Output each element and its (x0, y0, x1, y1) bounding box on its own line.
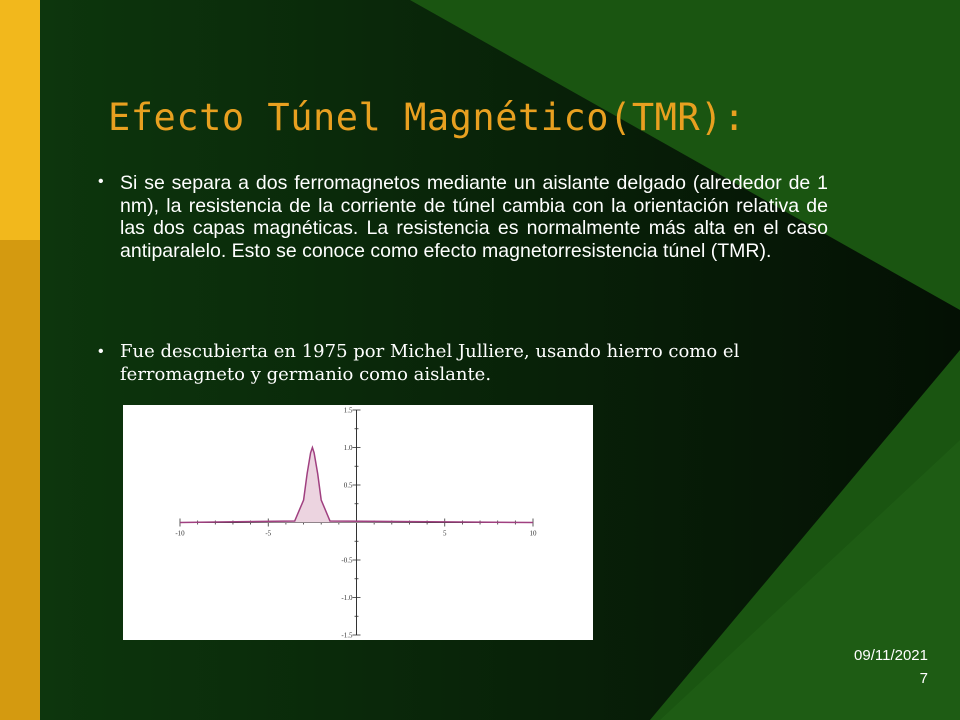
bullet-text: Fue descubierta en 1975 por Michel Julliere, usando hierro como el ferromagneto y germanio como aislante. (120, 341, 740, 385)
x-tick-label: -10 (175, 529, 185, 538)
chart-svg (123, 405, 593, 640)
slide-title: Efecto Túnel Magnético(TMR): (108, 96, 746, 139)
bullet-icon: • (98, 173, 104, 190)
y-tick-label: -1.0 (341, 594, 353, 602)
bullet-text: Si se separa a dos ferromagnetos mediante un aislante delgado (alrededor de 1 nm), la resistencia de la corriente de túnel cambia con la orientación relativa de las dos capas magnéticas. La resistencia es normalmente más alta en el caso antiparalelo. Esto se conoce como efecto magnetorresistencia túnel (TMR). (120, 172, 828, 262)
x-tick-label: 10 (529, 529, 537, 538)
y-tick-label: 1.0 (343, 444, 353, 452)
footer-date: 09/11/2021 (854, 647, 928, 664)
x-tick-label: 5 (443, 529, 447, 538)
y-tick-label: -1.5 (341, 631, 353, 640)
y-tick-label: 0.5 (343, 481, 353, 490)
y-tick-label: 1.5 (343, 406, 353, 415)
x-tick-label: -5 (265, 529, 272, 538)
y-tick-label: -0.5 (341, 556, 353, 565)
page-number: 7 (919, 670, 928, 687)
chart-image (123, 405, 593, 640)
bullet-icon: • (98, 343, 104, 360)
bullet-item (98, 172, 828, 262)
bullet-item (98, 341, 828, 386)
